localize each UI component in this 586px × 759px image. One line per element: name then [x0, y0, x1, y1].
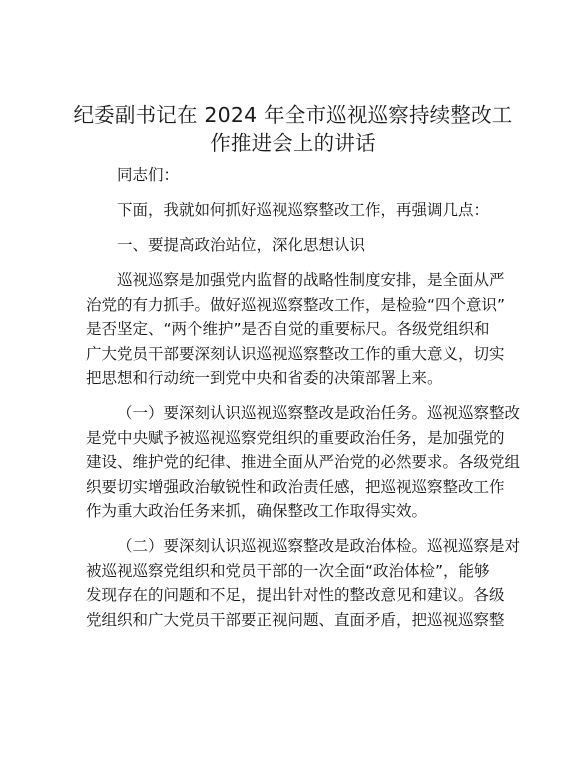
- title-line-1: 纪委副书记在 2024 年全市巡视巡察持续整改工: [73, 103, 513, 127]
- document-title: [60, 101, 526, 157]
- paragraph-line: 巡视巡察是加强党内监督的战略性制度安排，是全面从严: [117, 271, 505, 289]
- paragraph-3: [86, 534, 521, 632]
- paragraph-line: 建设、维护党的纪律、推进全面从严治党的必然要求。各级党组: [86, 453, 521, 471]
- paragraph-line: 织要切实增强政治敏锐性和政治责任感，把巡视巡察整改工作: [86, 477, 505, 496]
- paragraph-2: [86, 401, 521, 524]
- paragraph-line: 被巡视巡察党组织和党员干部的一次全面“政治体检”，能够: [86, 561, 490, 580]
- intro-paragraph: 下面，我就如何抓好巡视巡察整改工作，再强调几点：: [117, 201, 490, 219]
- paragraph-line: 发现存在的问题和不足，提出针对性的整改意见和建议。各级: [86, 586, 505, 604]
- paragraph-line: （二）要深刻认识巡视巡察整改是政治体检。巡视巡察是对: [117, 537, 521, 555]
- paragraph-line: （一）要深刻认识巡视巡察整改是政治任务。巡视巡察整改: [117, 404, 521, 422]
- paragraph-line: 作为重大政治任务来抓，确保整改工作取得实效。: [86, 502, 428, 520]
- document-body: [86, 163, 521, 632]
- paragraph-line: 把思想和行动统一到党中央和省委的决策部署上来。: [86, 369, 443, 387]
- paragraph-line: 治党的有力抓手。做好巡视巡察整改工作，是检验“四个意识”: [86, 295, 506, 314]
- salutation: 同志们：: [117, 166, 180, 184]
- paragraph-line: 广大党员干部要深刻认识巡视巡察整改工作的重大意义，切实: [86, 344, 505, 363]
- paragraph-line: 是党中央赋予被巡视巡察党组织的重要政治任务，是加强党的: [86, 428, 505, 447]
- section-heading: 一、要提高政治站位，深化思想认识: [117, 236, 366, 254]
- title-line-2: 作推进会上的讲话: [210, 131, 376, 155]
- paragraph-line: 党组织和广大党员干部要正视问题、直面矛盾，把巡视巡察整: [86, 610, 505, 629]
- paragraph-line: 是否坚定、“两个维护”是否自觉的重要标尺。各级党组织和: [86, 320, 490, 338]
- paragraph-1: [86, 268, 506, 391]
